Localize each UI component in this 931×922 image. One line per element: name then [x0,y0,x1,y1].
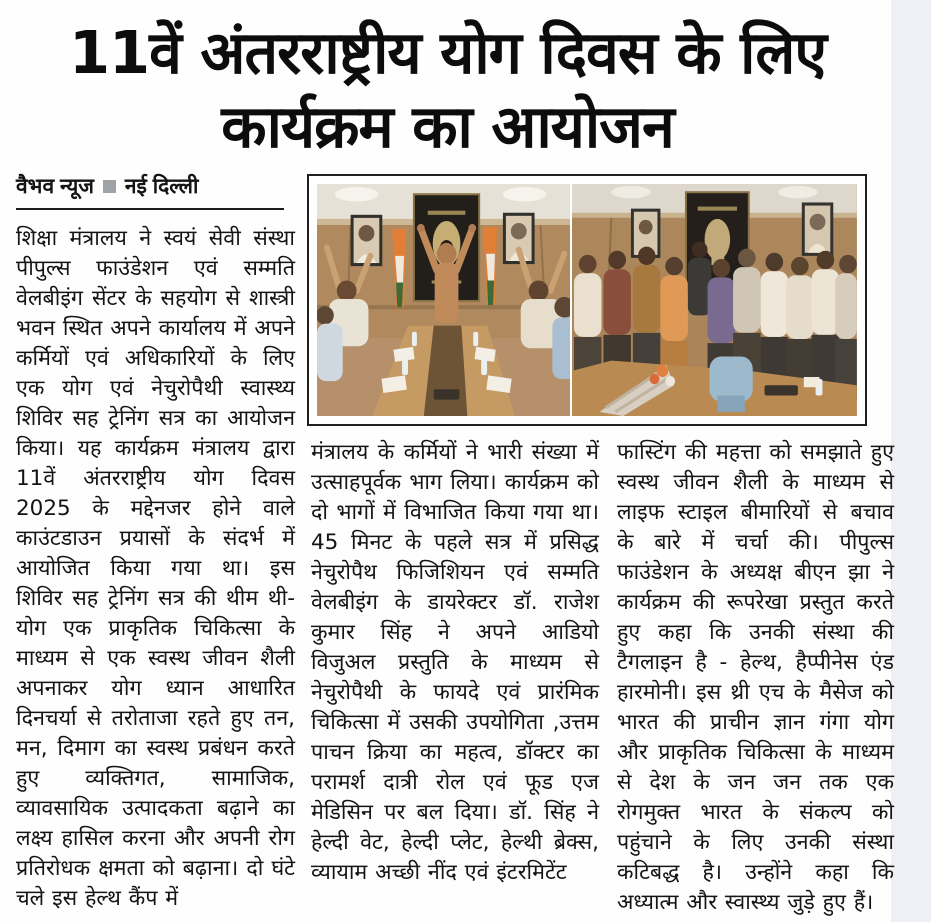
byline-source: वैभव न्यूज [16,175,94,198]
group-photo-officials-conference-room [572,184,857,416]
byline-rule [16,208,284,210]
article-column-3: फास्टिंग की महत्ता को समझाते हुए स्वस्थ जीवन शैली के माध्यम से लाइफ स्टाइल बीमारियों से बचाव के बारे में चर्चा की। पीपुल्स फाउंडेशन के अध्यक्ष बीएन झा ने कार्यक्रम की रूपरेखा प्रस्तुत करते हुए कहा कि उनकी संस्था की टैगलाइन है - हेल्थ, हैप्पीनेस एंड हारमोनी। इस थ्री एच के मैसेज को भारत की प्राचीन ज्ञान गंगा योग और प्राकृतिक चिकित्सा के माध्यम से देश के जन जन तक एक रोगमुक्त भारत के संकल्प को पहुंचाने के लिए उनकी संस्था कटिबद्ध है। उन्होंने कहा कि अध्यात्म और स्वास्थ्य जुड़े हुए हैं। [617,440,894,915]
portrait-right-icon [802,202,833,255]
yoga-session-conference-room-photo [317,184,570,416]
page-edge-strip [891,0,931,922]
byline [16,172,198,200]
byline-separator-square-icon [103,180,116,193]
article-headline: 11वें अंतरराष्ट्रीय योग दिवस के लिए कार्यक्रम का आयोजन [68,18,827,161]
article-column-1: शिक्षा मंत्रालय ने स्वयं सेवी संस्था पीपुल्स फाउंडेशन एवं सम्मति वेलबीइंग सेंटर के सहयोग से शास्त्री भवन स्थित अपने कार्यालय में अपने कर्मियों एवं अधिकारियों के लिए एक योग एवं नेचुरोपैथी स्वास्थ्य शिविर सह ट्रेनिंग सत्र का आयोजन किया। यह कार्यक्रम मंत्रालय द्वारा 11वें अंतरराष्ट्रीय योग दिवस 2025 के मद्देनजर होने वाले काउंटडाउन प्रयासों के संदर्भ में आयोजित किया गया था। इस शिविर सह ट्रेनिंग सत्र की थीम थी-योग एक प्राकृतिक चिकित्सा के माध्यम से एक स्वस्थ जीवन शैली अपनाकर योग ध्यान आधारित दिनचर्या से तरोताजा रहते हुए तन, मन, दिमाग का स्वस्थ प्रबंधन करते हुए व्यक्तिगत, सामाजिक, व्यावसायिक उत्पादकता बढ़ाने का लक्ष्य हासिल करना और अपनी रोग प्रतिरोधक क्षमता को बढ़ाना। दो घंटे चले इस हेल्थ कैंप में [16,226,295,911]
byline-location: नई दिल्ली [124,175,199,198]
photo-box [307,174,867,426]
article-column-2: मंत्रालय के कर्मियों ने भारी संख्या में उत्साहपूर्वक भाग लिया। कार्यक्रम को दो भागों में विभाजित किया गया था। 45 मिनट के पहले सत्र में प्रसिद्ध नेचुरोपैथ फिजिशियन एवं सम्मति वेलबीइंग के डायरेक्टर डॉ. राजेश कुमार सिंह ने अपने आडियो विजुअल प्रस्तुति के माध्यम से नेचुरोपैथी के फायदे एवं प्रारंमिक चिकित्सा में उसकी उपयोगिता ,उत्तम पाचन क्रिया का महत्व, डॉक्टर का परामर्श दात्री रोल एवं फूड एज मेडिसिन पर बल दिया। डॉ. सिंह ने हेल्दी वेट, हेल्दी प्लेट, हेल्थी ब्रेक्स, व्यायाम अच्छी नींद एवं इंटरमिटेंट [311,440,599,885]
